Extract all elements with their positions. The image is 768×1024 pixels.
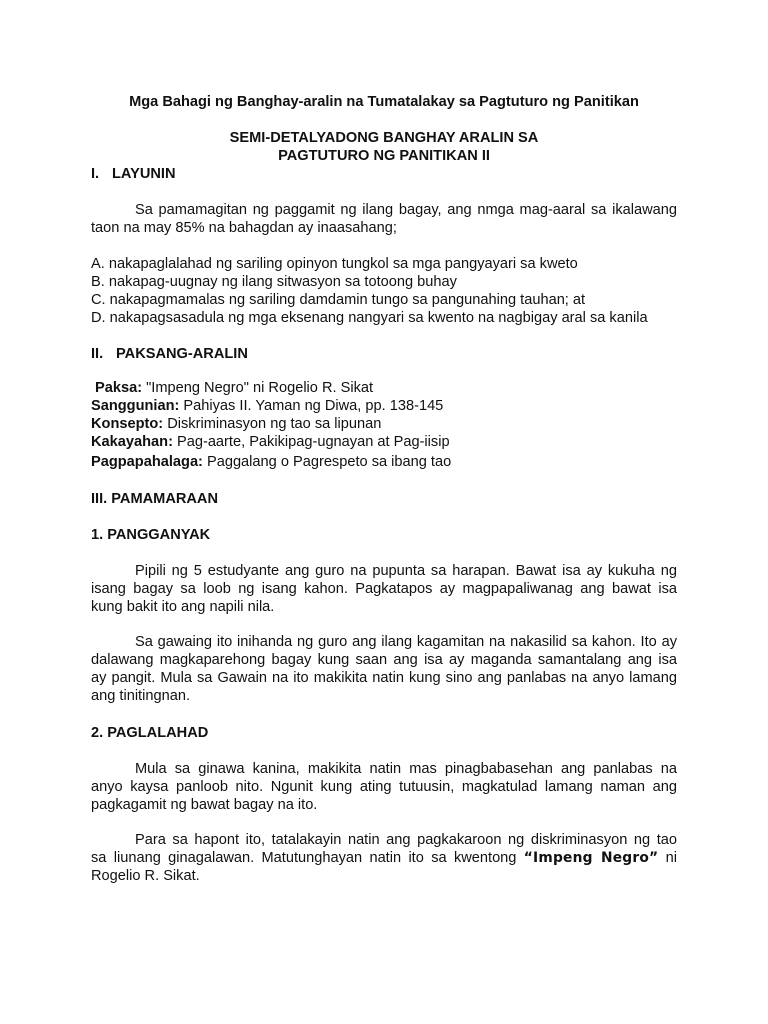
field-pagpapahalaga-value: Paggalang o Pagrespeto sa ibang tao xyxy=(202,454,452,470)
field-kakayahan xyxy=(91,433,450,451)
subheading-pangganyak: 1. PANGGANYAK xyxy=(91,527,211,543)
pangganyak-p1-line-3: kung bakit ito ang napili nila. xyxy=(91,599,275,615)
layunin-intro-line-2: taon na may 85% na bahagdan ay inaasahang; xyxy=(91,220,397,236)
paglalahad-p2-line-3: Rogelio R. Sikat. xyxy=(91,868,200,884)
document-title: Mga Bahagi ng Banghay-aralin na Tumatalakay sa Pagtuturo ng Panitikan xyxy=(129,94,639,110)
field-konsepto xyxy=(91,415,381,433)
layunin-intro-line-1: Sa pamamagitan ng paggamit ng ilang bagay, ang nmga mag-aaral sa ikalawang xyxy=(135,202,677,218)
field-sanggunian-label: Sanggunian: xyxy=(91,398,180,414)
paglalahad-p2-line-2: sa liunang ginagalawan. Matutunghayan natin ito sa kwentong “Impeng Negro” ni xyxy=(91,850,677,866)
section-heading-layunin-number: I. xyxy=(91,166,100,182)
section-heading-layunin: LAYUNIN xyxy=(112,166,176,182)
paglalahad-p1-line-3: pagkagamit ng bawat bagay na ito. xyxy=(91,797,318,813)
field-konsepto-label: Konsepto: xyxy=(91,416,164,432)
field-kakayahan-label: Kakayahan: xyxy=(91,434,173,450)
paglalahad-p2-line-1: Para sa hapont ito, tatalakayin natin ang pagkakaroon ng diskriminasyon ng tao xyxy=(135,832,677,848)
main-title-line-2: PAGTUTURO NG PANITIKAN II xyxy=(278,148,490,164)
field-pagpapahalaga xyxy=(91,453,451,471)
main-title-line-1: SEMI-DETALYADONG BANGHAY ARALIN SA xyxy=(229,130,539,146)
paglalahad-p1-line-1: Mula sa ginawa kanina, makikita natin mas pinagbabasehan ang panlabas na xyxy=(135,761,677,777)
field-pagpapahalaga-label: Pagpapahalaga: xyxy=(91,454,203,470)
field-paksa-value: "Impeng Negro" ni Rogelio R. Sikat xyxy=(142,380,374,396)
field-kakayahan-value: Pag-aarte, Pakikipag-ugnayan at Pag-iisip xyxy=(172,434,450,450)
field-konsepto-value: Diskriminasyon ng tao sa lipunan xyxy=(163,416,382,432)
section-heading-pamamaraan: III. PAMAMARAAN xyxy=(91,491,219,507)
subheading-paglalahad: 2. PAGLALAHAD xyxy=(91,725,209,741)
paglalahad-paragraph-1 xyxy=(91,760,677,814)
field-sanggunian xyxy=(91,397,443,415)
layunin-intro xyxy=(91,201,677,237)
field-sanggunian-value: Pahiyas II. Yaman ng Diwa, pp. 138-145 xyxy=(179,398,444,414)
pangganyak-p2-line-4: ang tinitingnan. xyxy=(91,688,190,704)
pangganyak-paragraph-1 xyxy=(91,562,677,616)
story-title-impeng-negro: “Impeng Negro” xyxy=(523,850,659,866)
paglalahad-paragraph-2 xyxy=(91,831,677,885)
layunin-item-c: C. nakapagmamalas ng sariling damdamin tungo sa pangunahing tauhan; at xyxy=(91,292,586,308)
pangganyak-p1-line-2: isang bagay sa loob ng isang kahon. Pagkatapos ay magpapaliwanag ang bawat isa xyxy=(91,581,677,597)
paglalahad-p1-line-2: anyo kaysa panloob nito. Ngunit kung ating tutuusin, magkatulad lamang naman ang xyxy=(91,779,677,795)
pangganyak-paragraph-2 xyxy=(91,633,677,705)
layunin-item-a: A. nakapaglalahad ng sariling opinyon tungkol sa mga pangyayari sa kweto xyxy=(91,256,578,272)
layunin-item-b: B. nakapag-uugnay ng ilang sitwasyon sa totoong buhay xyxy=(91,274,457,290)
section-heading-paksang-aralin-number: II. xyxy=(91,346,104,362)
field-paksa xyxy=(95,379,373,397)
pangganyak-p1-line-1: Pipili ng 5 estudyante ang guro na pupunta sa harapan. Bawat isa ay kukuha ng xyxy=(135,563,677,579)
section-heading-paksang-aralin: PAKSANG-ARALIN xyxy=(116,346,248,362)
pangganyak-p2-line-3: ay pangit. Mula sa Gawain na ito makikita natin kung sino ang panlabas na anyo lamang xyxy=(91,670,677,686)
pangganyak-p2-line-1: Sa gawaing ito inihanda ng guro ang ilang kagamitan na nakasilid sa kahon. Ito ay xyxy=(135,634,677,650)
field-paksa-label: Paksa: xyxy=(95,380,143,396)
layunin-item-d: D. nakapagsasadula ng mga eksenang nangyari sa kwento na nagbigay aral sa kanila xyxy=(91,310,648,326)
pangganyak-p2-line-2: dalawang magkaparehong bagay kung saan ang isa ay maganda samantalang ang isa xyxy=(91,652,677,668)
